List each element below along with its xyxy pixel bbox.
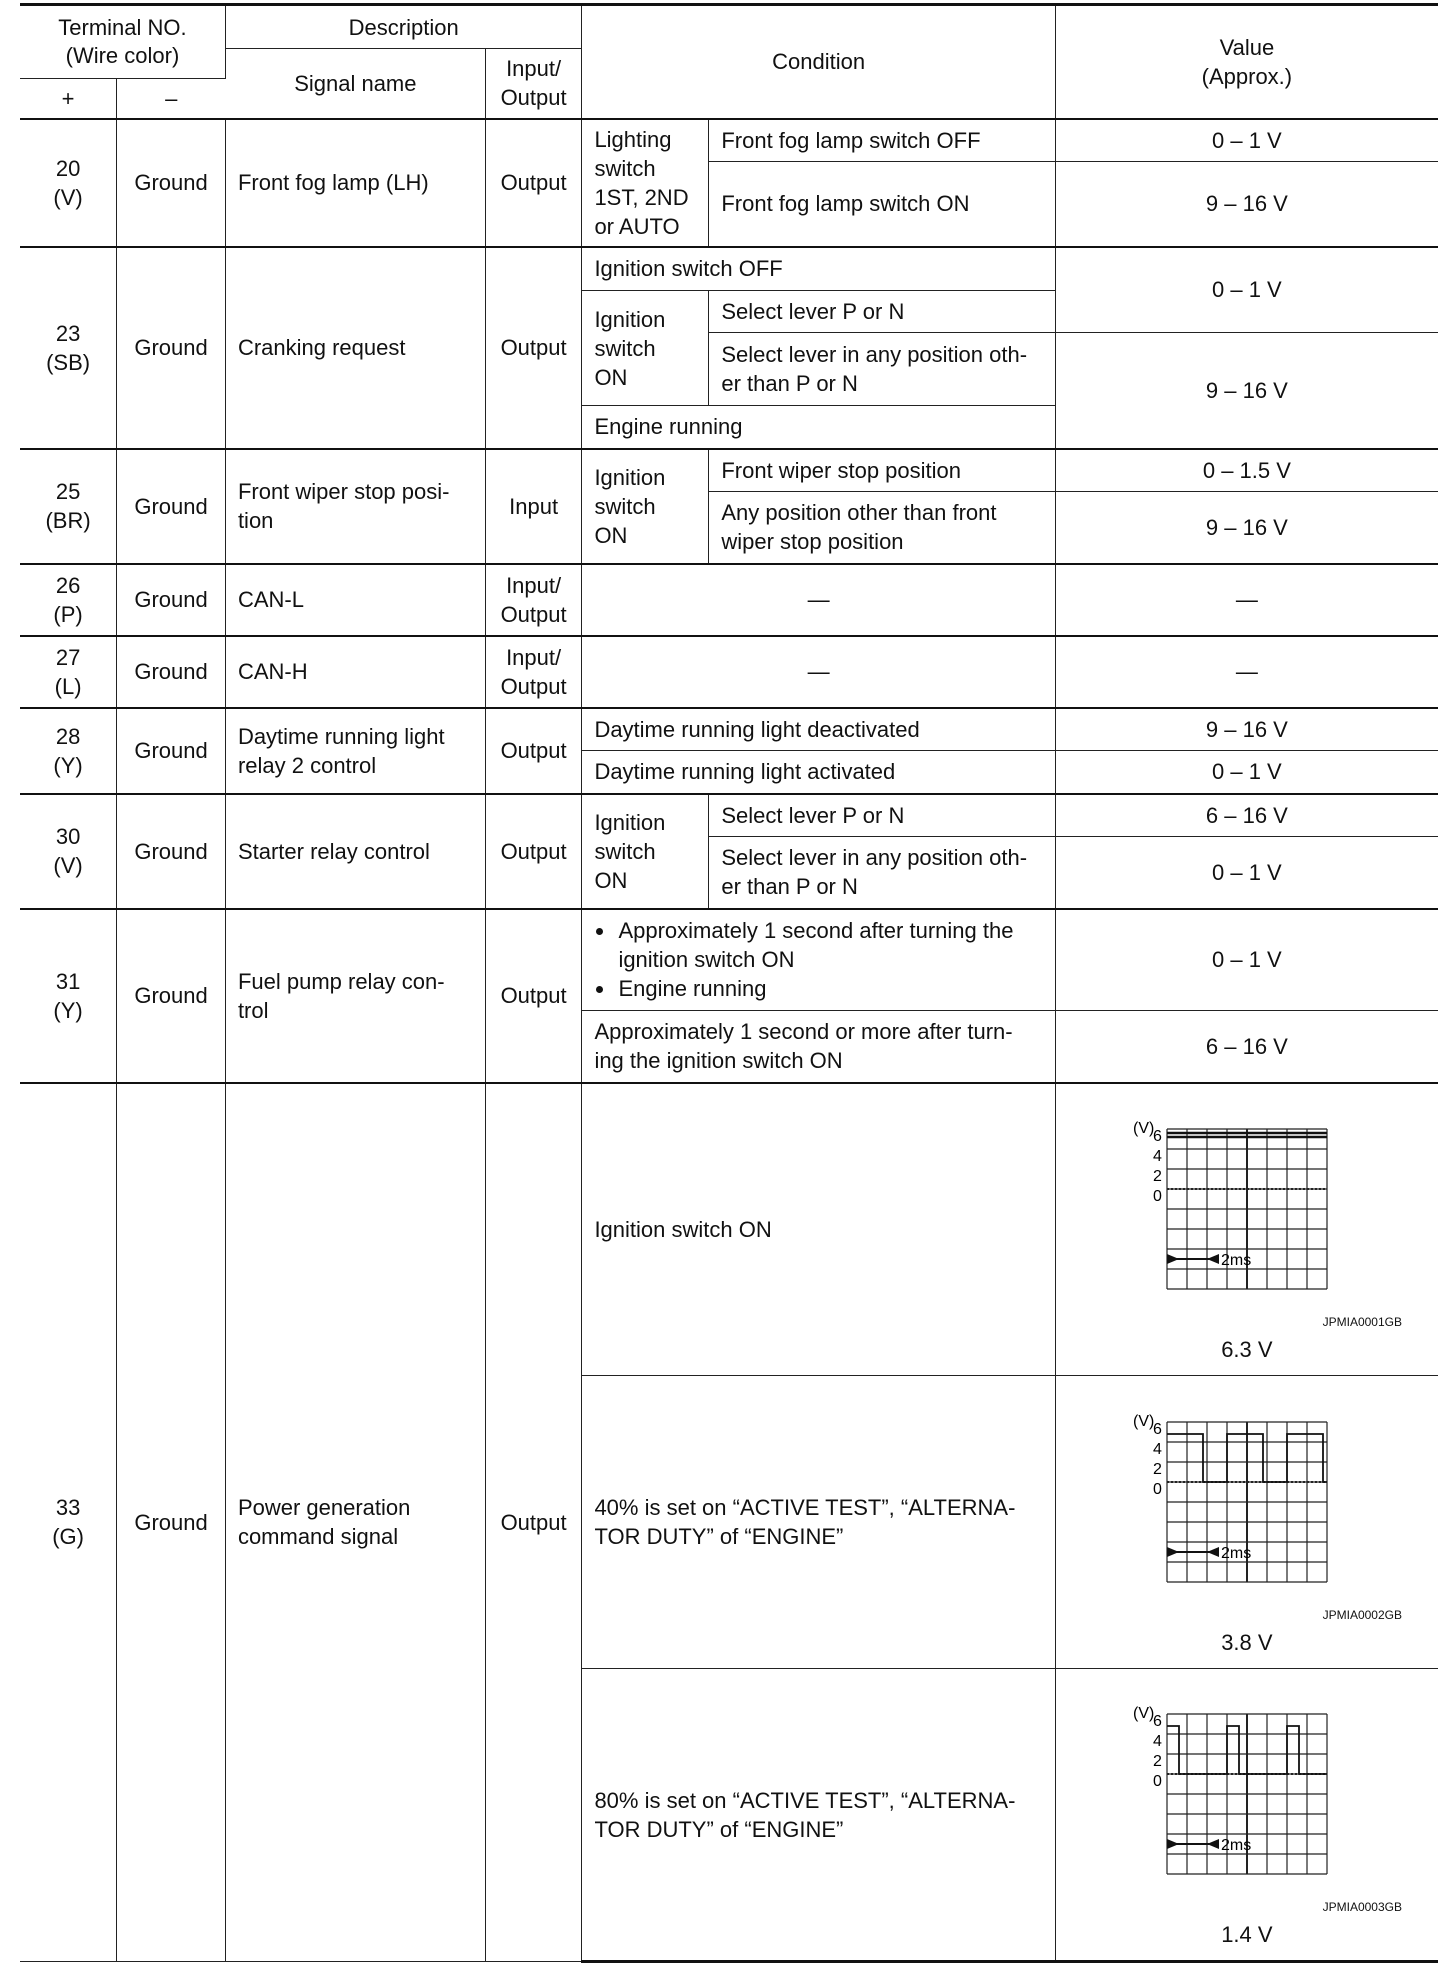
table-row xyxy=(20,1083,1438,1376)
terminal-ground: Ground xyxy=(117,708,226,794)
terminal-ground: Ground xyxy=(117,636,226,708)
value-text: 9 – 16 V xyxy=(1055,492,1438,564)
signal-io: Output xyxy=(485,247,582,449)
bullet-item: • Approximately 1 second after turning the ignition switch ON xyxy=(616,916,1042,974)
oscilloscope-waveform xyxy=(1107,1099,1387,1319)
condition-text: 80% is set on “ACTIVE TEST”, “ALTERNA- TOR DUTY” of “ENGINE” xyxy=(582,1669,1055,1962)
condition-text: — xyxy=(582,636,1055,708)
value-text: 0 – 1 V xyxy=(1055,909,1438,1011)
signal-io: Input/ Output xyxy=(485,636,582,708)
value-text: 9 – 16 V xyxy=(1055,333,1438,449)
scope-unit-label: (V) xyxy=(1132,1119,1155,1137)
condition-text xyxy=(582,909,1055,1011)
table-row xyxy=(20,119,1438,162)
terminal-ground: Ground xyxy=(117,564,226,636)
scope-tick-label: 0 xyxy=(1152,1480,1162,1498)
value-text: 9 – 16 V xyxy=(1055,708,1438,751)
value-text: 6 – 16 V xyxy=(1055,1011,1438,1083)
table-row xyxy=(20,449,1438,492)
header-signal-name: Signal name xyxy=(225,49,485,119)
condition-text: Front wiper stop position xyxy=(709,449,1055,492)
time-marker-arrow xyxy=(1167,1254,1179,1264)
value-text: 0 – 1 V xyxy=(1055,119,1438,162)
condition-text: Select lever in any position oth- er than P or N xyxy=(709,333,1055,406)
value-text: 6 – 16 V xyxy=(1055,794,1438,837)
oscilloscope-waveform xyxy=(1107,1684,1387,1904)
terminal-number: 25 (BR) xyxy=(20,449,117,564)
terminal-ground: Ground xyxy=(117,909,226,1083)
terminal-number: 26 (P) xyxy=(20,564,117,636)
condition-text: Select lever P or N xyxy=(709,794,1055,837)
condition-text: Approximately 1 second or more after turn- ing the ignition switch ON xyxy=(582,1011,1055,1083)
table-row xyxy=(20,247,1438,291)
condition-text: Front fog lamp switch OFF xyxy=(709,119,1055,162)
waveform-cell xyxy=(1055,1376,1438,1669)
signal-name: CAN-L xyxy=(225,564,485,636)
scope-tick-label: 0 xyxy=(1152,1187,1162,1205)
signal-name: Fuel pump relay con- trol xyxy=(225,909,485,1083)
time-marker-arrow xyxy=(1207,1254,1219,1264)
signal-io: Output xyxy=(485,794,582,909)
terminal-number: 27 (L) xyxy=(20,636,117,708)
condition-text: Front fog lamp switch ON xyxy=(709,162,1055,247)
condition-text: Ignition switch ON xyxy=(582,1083,1055,1376)
value-text: 0 – 1 V xyxy=(1055,247,1438,333)
condition-group: Lighting switch 1ST, 2ND or AUTO xyxy=(582,119,709,247)
value-text: 0 – 1.5 V xyxy=(1055,449,1438,492)
time-marker-arrow xyxy=(1207,1547,1219,1557)
signal-io: Output xyxy=(485,909,582,1083)
scope-tick-label: 6 xyxy=(1152,1127,1162,1145)
figure-code: JPMIA0001GB xyxy=(1322,1314,1402,1329)
terminal-ground: Ground xyxy=(117,119,226,247)
header-input-output: Input/ Output xyxy=(485,49,582,119)
condition-text: Select lever in any position oth- er than P or N xyxy=(709,837,1055,909)
signal-name: Cranking request xyxy=(225,247,485,449)
header-condition: Condition xyxy=(582,5,1055,119)
terminal-ground: Ground xyxy=(117,794,226,909)
scope-tick-label: 2 xyxy=(1152,1460,1162,1478)
terminal-ground: Ground xyxy=(117,247,226,449)
scope-tick-label: 4 xyxy=(1152,1733,1162,1750)
header-description: Description xyxy=(225,5,582,49)
bullet-item: • Engine running xyxy=(616,974,1042,1003)
scope-tick-label: 6 xyxy=(1152,1713,1162,1730)
terminal-number: 23 (SB) xyxy=(20,247,117,449)
terminal-number: 30 (V) xyxy=(20,794,117,909)
signal-name: Power generation command signal xyxy=(225,1083,485,1962)
header-terminal-no: Terminal NO. (Wire color) xyxy=(20,5,225,79)
scope-tick-label: 4 xyxy=(1152,1440,1162,1458)
table-row xyxy=(20,564,1438,636)
time-marker-arrow xyxy=(1167,1839,1179,1849)
terminal-number: 31 (Y) xyxy=(20,909,117,1083)
condition-text: Select lever P or N xyxy=(709,291,1055,333)
condition-text: Daytime running light activated xyxy=(582,751,1055,794)
terminal-table-container xyxy=(20,3,1438,1963)
header-value: Value (Approx.) xyxy=(1055,5,1438,119)
value-text: 1.4 V xyxy=(1221,1922,1273,1947)
scope-unit-label: (V) xyxy=(1132,1705,1155,1722)
time-marker-arrow xyxy=(1207,1839,1219,1849)
signal-io: Output xyxy=(485,708,582,794)
value-text: — xyxy=(1055,636,1438,708)
figure-code: JPMIA0002GB xyxy=(1322,1607,1402,1622)
terminal-ground: Ground xyxy=(117,449,226,564)
terminal-number: 33 (G) xyxy=(20,1083,117,1962)
scope-time-label: 2ms xyxy=(1220,1544,1252,1562)
value-text: 9 – 16 V xyxy=(1055,162,1438,247)
table-row xyxy=(20,909,1438,1011)
terminal-number: 20 (V) xyxy=(20,119,117,247)
terminal-ground: Ground xyxy=(117,1083,226,1962)
value-text: 3.8 V xyxy=(1221,1629,1273,1655)
figure-code: JPMIA0003GB xyxy=(1322,1900,1402,1914)
condition-group: Ignition switch ON xyxy=(582,449,709,564)
scope-unit-label: (V) xyxy=(1132,1412,1155,1430)
value-text: 0 – 1 V xyxy=(1055,751,1438,794)
signal-io: Input/ Output xyxy=(485,564,582,636)
table-row xyxy=(20,794,1438,837)
signal-io: Output xyxy=(485,1083,582,1962)
scope-time-label: 2ms xyxy=(1220,1837,1252,1854)
table-row xyxy=(20,708,1438,751)
time-marker-arrow xyxy=(1167,1547,1179,1557)
scope-tick-label: 2 xyxy=(1152,1167,1162,1185)
condition-group: Ignition switch ON xyxy=(582,291,709,406)
table-row xyxy=(20,636,1438,708)
condition-group: Ignition switch ON xyxy=(582,794,709,909)
scope-tick-label: 4 xyxy=(1152,1147,1162,1165)
terminal-table xyxy=(20,3,1438,1963)
waveform-cell xyxy=(1055,1083,1438,1376)
signal-io: Output xyxy=(485,119,582,247)
condition-text: Engine running xyxy=(582,406,1055,449)
value-text: — xyxy=(1055,564,1438,636)
waveform-cell xyxy=(1055,1669,1438,1962)
oscilloscope-waveform xyxy=(1107,1392,1387,1612)
condition-text: Daytime running light deactivated xyxy=(582,708,1055,751)
header-minus: – xyxy=(117,79,226,119)
value-text: 0 – 1 V xyxy=(1055,837,1438,909)
scope-time-label: 2ms xyxy=(1220,1251,1252,1269)
signal-name: Front wiper stop posi- tion xyxy=(225,449,485,564)
scope-tick-label: 6 xyxy=(1152,1420,1162,1438)
signal-io: Input xyxy=(485,449,582,564)
condition-text: Ignition switch OFF xyxy=(582,247,1055,291)
condition-text: 40% is set on “ACTIVE TEST”, “ALTERNA- TOR DUTY” of “ENGINE” xyxy=(582,1376,1055,1669)
signal-name: CAN-H xyxy=(225,636,485,708)
signal-name: Daytime running light relay 2 control xyxy=(225,708,485,794)
header-plus: + xyxy=(20,79,117,119)
condition-text: Any position other than front wiper stop position xyxy=(709,492,1055,564)
terminal-number: 28 (Y) xyxy=(20,708,117,794)
condition-text: — xyxy=(582,564,1055,636)
scope-tick-label: 0 xyxy=(1152,1773,1162,1790)
signal-name: Starter relay control xyxy=(225,794,485,909)
value-text: 6.3 V xyxy=(1221,1336,1273,1362)
signal-name: Front fog lamp (LH) xyxy=(225,119,485,247)
scope-tick-label: 2 xyxy=(1152,1753,1162,1770)
